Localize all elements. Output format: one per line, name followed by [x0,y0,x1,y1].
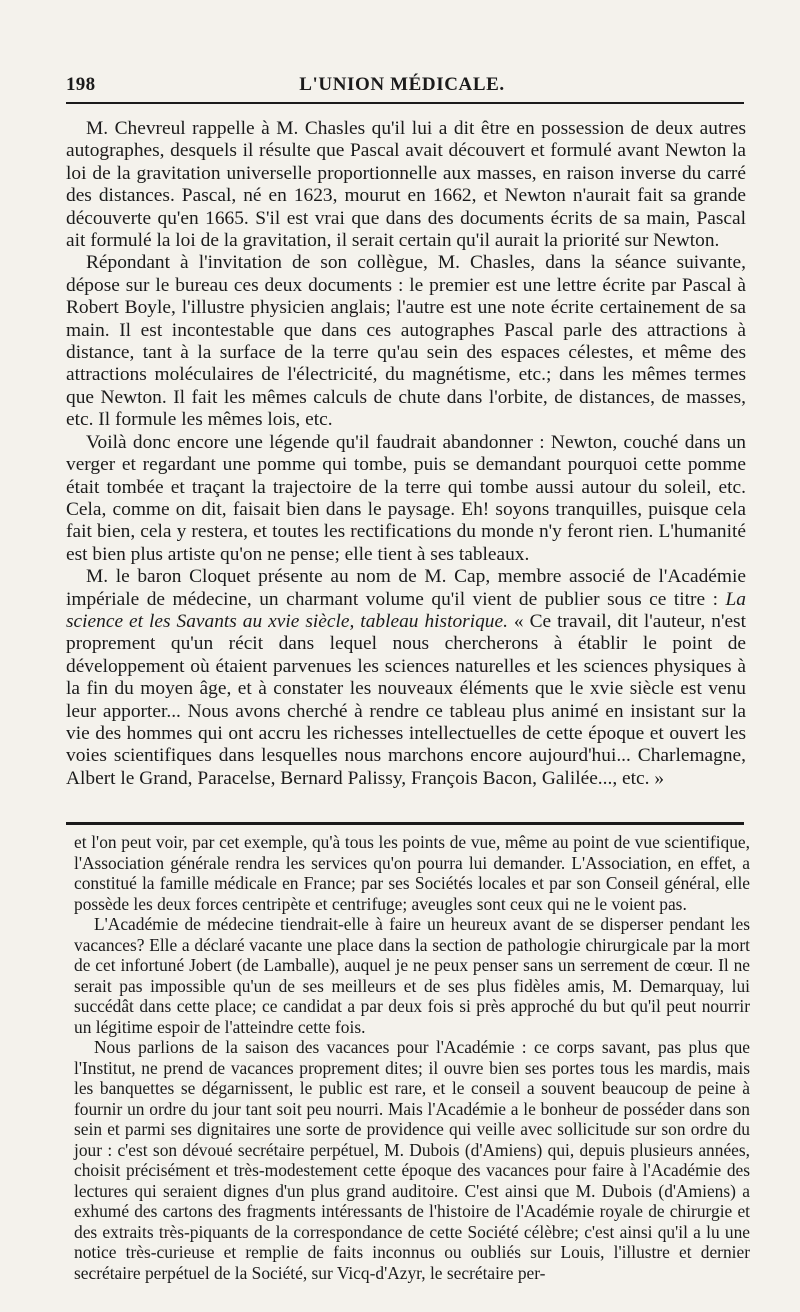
cloquet-quote-text: « Ce travail, dit l'auteur, n'est proprement qu'un récit dans lequel nous chercherons à établir le point de développement où étaient parvenues les sciences naturelles et les sciences physiques à la fin du moyen âge, et à constater les nouveaux éléments que le xvie siècle est venu leur apporter... Nous avons cherché à rendre ce tableau plus animé en insistant sur la vie des hommes qui ont accru les richesses intellectuelles de cette époque et ouvert les voies scientifiques dans lesquelles nous marchons encore aujourd'hui... Charlemagne, Albert le Grand, Paracelse, Bernard Palissy, François Bacon, Galilée..., etc. » [66,610,746,789]
cloquet-lead-text: M. le baron Cloquet présente au nom de M. Cap, membre associé de l'Académie impériale de médecine, un charmant volume qu'il vient de publier sous ce titre : [66,566,746,610]
running-title: L'UNION MÉDICALE. [299,74,505,95]
paragraph-vacances: Nous parlions de la saison des vacances pour l'Académie : ce corps savant, pas plus que l'Institut, ne prend de vacances proprement dites; il ouvre bien ses portes tous les mardis, mais les banquettes se dégarnissent, le public est rare, et le conseil a souvent beaucoup de peine à fournir un ordre du jour tant soit peu nourri. Mais l'Académie a le bonheur de posséder dans son sein et parmi ses dignitaires une sorte de providence qui veille avec sollicitude sur son ordre du jour : c'est son dévoué secrétaire perpétuel, M. Dubois (d'Amiens) qui, depuis plusieurs années, choisit précisément et très-modestement cette époque des vacances pour faire à l'Académie des lectures qui seraient dignes d'un plus grand auditoire. C'est ainsi que M. Dubois (d'Amiens) a exhumé des cartons des fragments intéressants de l'histoire de l'Académie royale de chirurgie et des extraits très-piquants de la correspondance de cette Société célèbre; c'est ainsi qu'il a lu une notice très-curieuse et remplie de faits inconnus ou oubliés sur Louis, l'illustre et dernier secrétaire perpétuel de la Société, sur Vicq-d'Azyr, le secrétaire per- [74,1037,750,1283]
page-number: 198 [66,74,96,95]
academy-report-section [66,118,746,790]
paragraph-chevreul: M. Chevreul rappelle à M. Chasles qu'il lui a dit être en possession de deux autres autographes, desquels il résulte que Pascal avait découvert et formulé avant Newton la loi de la gravitation universelle proportionnelle aux masses, en raison inverse du carré des distances. Pascal, né en 1623, mourut en 1662, et Newton n'aurait fait sa grande découverte qu'en 1665. S'il est vrai que dans des documents écrits de sa main, Pascal ait formulé la loi de la gravitation, il serait certain qu'il aurait la priorité sur Newton. [66,118,746,252]
section-divider-rule [66,822,744,825]
feuilleton-section [74,832,750,1283]
book-title: La science et les Savants au xvie siècle, tableau historique. [66,588,746,632]
page-header [66,74,738,100]
paragraph-cloquet [66,566,746,790]
paragraph-association: et l'on peut voir, par cet exemple, qu'à tous les points de vue, même au point de vue scientifique, l'Association générale rendra les services qu'on pourra lui demander. L'Association, en effet, a constitué la famille médicale en France; par ses Sociétés locales et par son Conseil général, elle possède les deux forces centripète et centrifuge; aveugles sont ceux qui ne le voient pas. [74,832,750,914]
paragraph-newton-legend: Voilà donc encore une légende qu'il faudrait abandonner : Newton, couché dans un verger et regardant une pomme qui tombe, puis se demandant pourquoi cette pomme était tombée et traçant la trajectoire de la terre qui tombe aussi autour du soleil, etc. Cela, comme on dit, faisait bien dans le paysage. Eh! soyons tranquilles, puisque cela fait bien, cela y restera, et toutes les rectifications du monde n'y feront rien. L'humanité est bien plus artiste qu'on ne pense; elle tient à ses tableaux. [66,431,746,565]
header-rule [66,102,744,104]
paragraph-academie-vacancy: L'Académie de médecine tiendrait-elle à faire un heureux avant de se disperser pendant les vacances? Elle a déclaré vacante une place dans la section de pathologie chirurgicale par la mort de cet infortuné Jobert (de Lamballe), auquel je ne peux penser sans un serrement de cœur. Il ne serait pas impossible qu'un de ses meilleurs et de ses plus fidèles amis, M. Demarquay, lui succédât dans cette place; ce candidat a par deux fois si près approché du but qu'il peut nourrir un légitime espoir de l'atteindre cette fois. [74,914,750,1037]
paragraph-chasles: Répondant à l'invitation de son collègue, M. Chasles, dans la séance suivante, dépose sur le bureau ces deux documents : le premier est une lettre écrite par Pascal à Robert Boyle, l'illustre physicien anglais; l'autre est une note écrite certainement de sa main. Il est incontestable que dans ces autographes Pascal parle des attractions à distance, tant à la surface de la terre qu'au sein des espaces célestes, et même des attractions moléculaires de l'électricité, du magnétisme, etc.; dans les mêmes termes que Newton. Il fait les mêmes calculs de chute dans l'orbite, de distances, de masses, etc. Il formule les mêmes lois, etc. [66,252,746,431]
